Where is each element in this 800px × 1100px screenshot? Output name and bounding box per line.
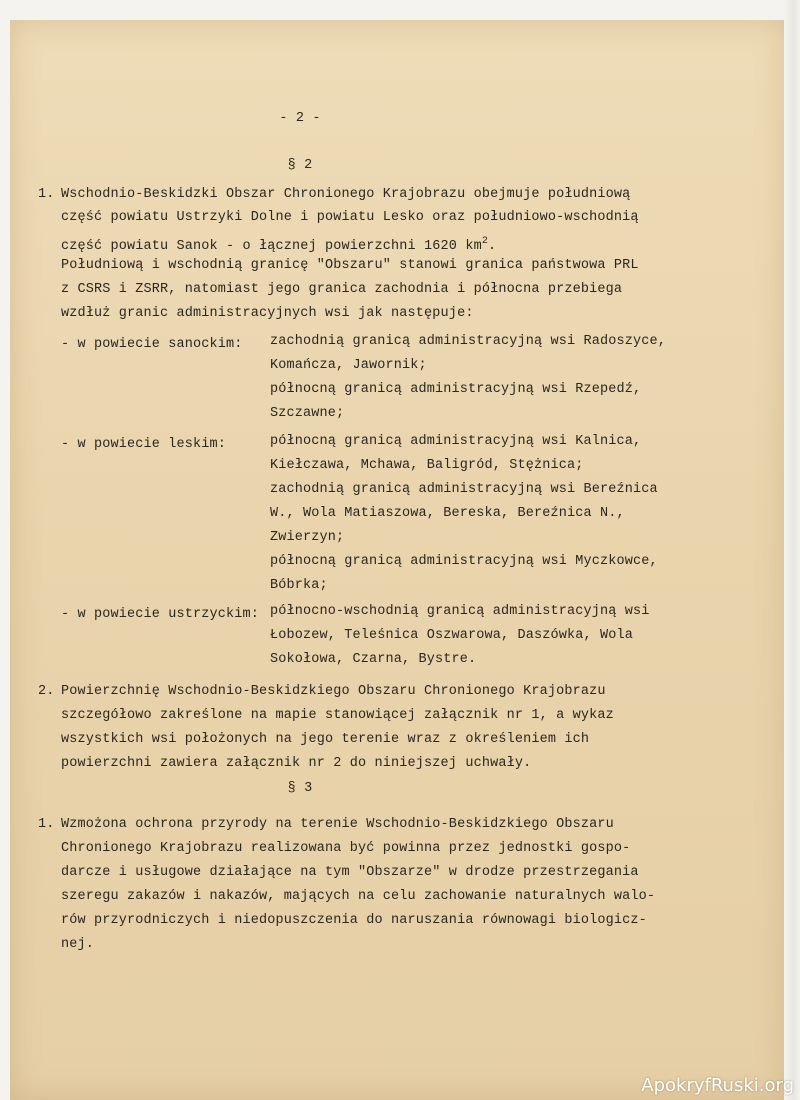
district-line: Komańcza, Jawornik; [270,358,427,373]
district-line: W., Wola Matiaszowa, Bereska, Bereźnica N., [270,506,625,521]
text-line: darcze i usługowe działające na tym "Obszarze" w drodze przestrzegania [61,865,639,880]
section-3-heading: § 3 [287,781,313,796]
district-label: - w powiecie sanockim: [61,337,243,352]
text-line: wszystkich wsi położonych na jego terenie wraz z określeniem ich [61,732,590,747]
text-line: część powiatu Sanok - o łącznej powierzchni 1620 km [61,239,482,254]
text-line-area [61,234,496,255]
paragraph-number: 1. [38,187,55,202]
district-line: Szczawne; [270,406,345,421]
paragraph-number: 2. [38,684,55,699]
text-line: z CSRS i ZSRR, natomiast jego granica zachodnia i północna przebiega [61,282,623,297]
district-label: - w powiecie leskim: [61,437,227,452]
page-number: - 2 - [279,111,321,126]
unit-superscript: 2 [481,236,488,247]
text-line: Chronionego Krajobrazu realizowana być powinna przez jednostki gospo- [61,841,631,856]
district-line: Bóbrka; [270,578,328,593]
text-line: rów przyrodniczych i niedopuszczenia do naruszania równowagi biologicz- [61,913,647,928]
district-line: północno-wschodnią granicą administracyjną wsi [270,604,650,619]
text-line: Południową i wschodnią granicę "Obszaru" stanowi granica państwowa PRL [61,258,639,273]
text-line: Powierzchnię Wschodnio-Beskidzkiego Obszaru Chronionego Krajobrazu [61,684,606,699]
paragraph-number: 1. [38,817,55,832]
district-line: Zwierzyn; [270,530,345,545]
district-line: północną granicą administracyjną wsi Kalnica, [270,434,642,449]
text-line: Wschodnio-Beskidzki Obszar Chronionego Krajobrazu obejmuje południową [61,187,631,202]
district-line: zachodnią granicą administracyjną wsi Bereźnica [270,482,658,497]
text-punctuation: . [487,239,497,254]
district-line: północną granicą administracyjną wsi Rzepedź, [270,382,642,397]
text-line: wzdłuż granic administracyjnych wsi jak następuje: [61,306,474,321]
text-line: część powiatu Ustrzyki Dolne i powiatu Lesko oraz południowo-wschodnią [61,210,639,225]
district-line: Łobozew, Teleśnica Oszwarowa, Daszówka, Wola [270,628,634,643]
text-line: szeregu zakazów i nakazów, mających na celu zachowanie naturalnych walo- [61,889,656,904]
text-line: nej. [61,937,95,952]
text-line: powierzchni zawiera załącznik nr 2 do niniejszej uchwały. [61,756,532,771]
district-label: - w powiecie ustrzyckim: [61,607,260,622]
section-2-heading: § 2 [287,158,313,173]
district-line: północną granicą administracyjną wsi Myczkowce, [270,554,658,569]
text-line: szczegółowo zakreślone na mapie stanowiącej załącznik nr 1, a wykaz [61,708,614,723]
district-line: Sokołowa, Czarna, Bystre. [270,652,477,667]
text-line: Wzmożona ochrona przyrody na terenie Wschodnio-Beskidzkiego Obszaru [61,817,614,832]
district-line: zachodnią granicą administracyjną wsi Radoszyce, [270,334,667,349]
district-line: Kiełczawa, Mchawa, Baligród, Stężnica; [270,458,584,473]
watermark: ApokryfRuski.org [641,1075,794,1096]
page-edge [784,0,800,1100]
